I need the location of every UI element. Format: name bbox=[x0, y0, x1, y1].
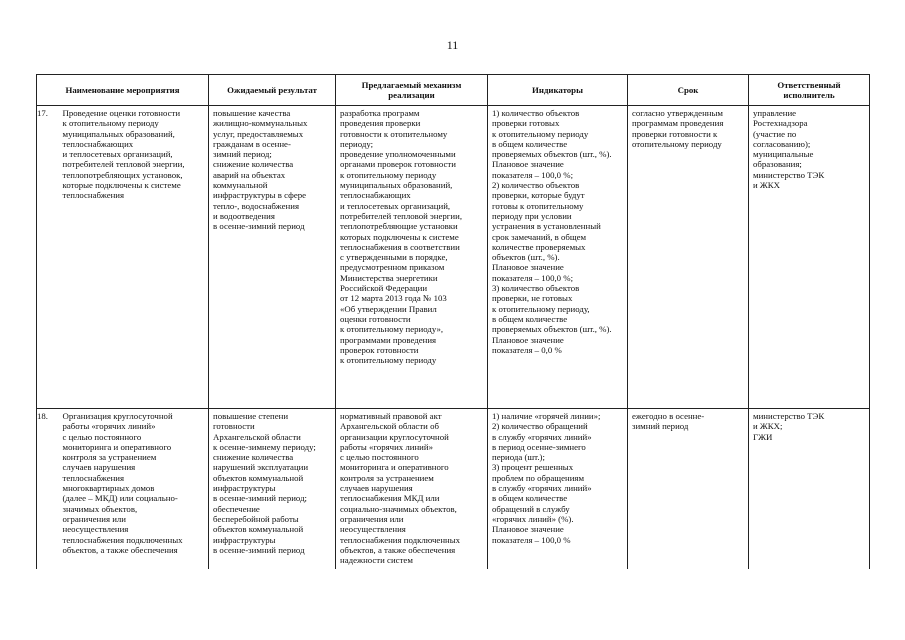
expected-result: повышение степени готовности Архангельской области к осенне-зимнему периоду; снижение количества нарушений эксплуатации объектов коммунальной инфраструктуры в осенне-зимний период; обеспечение бесперебойной работы объектов коммунальной инфраструктуры в осенне-зимний период bbox=[209, 409, 336, 570]
term: ежегодно в осенне- зимний период bbox=[628, 409, 749, 570]
indicators: 1) наличие «горячей линии»; 2) количество обращений в службу «горячих линий» в период осенне-зимнего периода (шт.); 3) процент решенных проблем по обращениям в службу «горячих линий» в общем количестве обращений в службу «горячих линий» (%). Плановое значение показателя – 100,0 % bbox=[488, 409, 628, 570]
header-mechanism: Предлагаемый механизм реализации bbox=[336, 75, 488, 106]
executor: управление Ростехнадзора (участие по согласованию); муниципальные образования; министерство ТЭК и ЖКХ bbox=[749, 106, 870, 409]
page-number: 11 bbox=[446, 38, 459, 52]
measure-name: Организация круглосуточной работы «горячих линий» с целью постоянного мониторинга и оперативного контроля за устранением случаев нарушения теплоснабжения многоквартирных домов (далее – МКД) или социально- значимых объектов, ограничения или неосуществления теплоснабжения подключенных объектов, а также обеспечения bbox=[59, 409, 209, 570]
header-result: Ожидаемый результат bbox=[209, 75, 336, 106]
indicators: 1) количество объектов проверки готовых к отопительному периоду в общем количестве проверяемых объектов (шт., %). Плановое значение показателя – 100,0 %; 2) количество объектов проверки, которые будут готовы к отопительному периоду при условии устранения в установленный срок замечаний, в общем количестве проверяемых объектов (шт., %). Плановое значение показателя – 100,0 %; 3) количество объектов проверки, не готовых к отопительному периоду, в общем количестве проверяемых объектов (шт., %). Плановое значение показателя – 0,0 % bbox=[488, 106, 628, 409]
measure-name: Проведение оценки готовности к отопительному периоду муниципальных образований, теплоснабжающих и теплосетевых организаций, потребителей тепловой энергии, теплопотребляющих установок, которые подключены к системе теплоснабжения bbox=[59, 106, 209, 409]
mechanism: нормативный правовой акт Архангельской области об организации круглосуточной работы «горячих линий» с целью постоянного мониторинга и оперативного контроля за устранением случаев нарушения теплоснабжения МКД или социально-значимых объектов, ограничения или неосуществления теплоснабжения подключенных объектов, а также обеспечения надежности систем bbox=[336, 409, 488, 570]
executor: министерство ТЭК и ЖКХ; ГЖИ bbox=[749, 409, 870, 570]
header-term: Срок bbox=[628, 75, 749, 106]
table-row bbox=[37, 106, 870, 409]
table-header-row bbox=[37, 75, 870, 106]
mechanism: разработка программ проведения проверки готовности к отопительному периоду; проведение уполномоченными органами проверок готовности к отопительному периоду муниципальных образований, теплоснабжающих и теплосетевых организаций, потребителей тепловой энергии, теплопотребляющие установки которых подключены к системе теплоснабжения в соответствии с утвержденными в порядке, предусмотренном приказом Министерства энергетики Российской Федерации от 12 марта 2013 года № 103 «Об утверждении Правил оценки готовности к отопительному периоду», программами проведения проверок готовности к отопительному периоду bbox=[336, 106, 488, 409]
header-name: Наименование мероприятия bbox=[37, 75, 209, 106]
term: согласно утвержденным программам проведения проверки готовности к отопительному периоду bbox=[628, 106, 749, 409]
expected-result: повышение качества жилищно-коммунальных услуг, предоставляемых гражданам в осенне- зимний период; снижение количества аварий на объектах коммунальной инфраструктуры в сфере тепло-, водоснабжения и водоотведения в осенне-зимний период bbox=[209, 106, 336, 409]
header-indicators: Индикаторы bbox=[488, 75, 628, 106]
row-number: 17. bbox=[37, 106, 59, 409]
table-row bbox=[37, 409, 870, 570]
row-number: 18. bbox=[37, 409, 59, 570]
header-executor: Ответственный исполнитель bbox=[749, 75, 870, 106]
measures-table bbox=[36, 74, 870, 569]
